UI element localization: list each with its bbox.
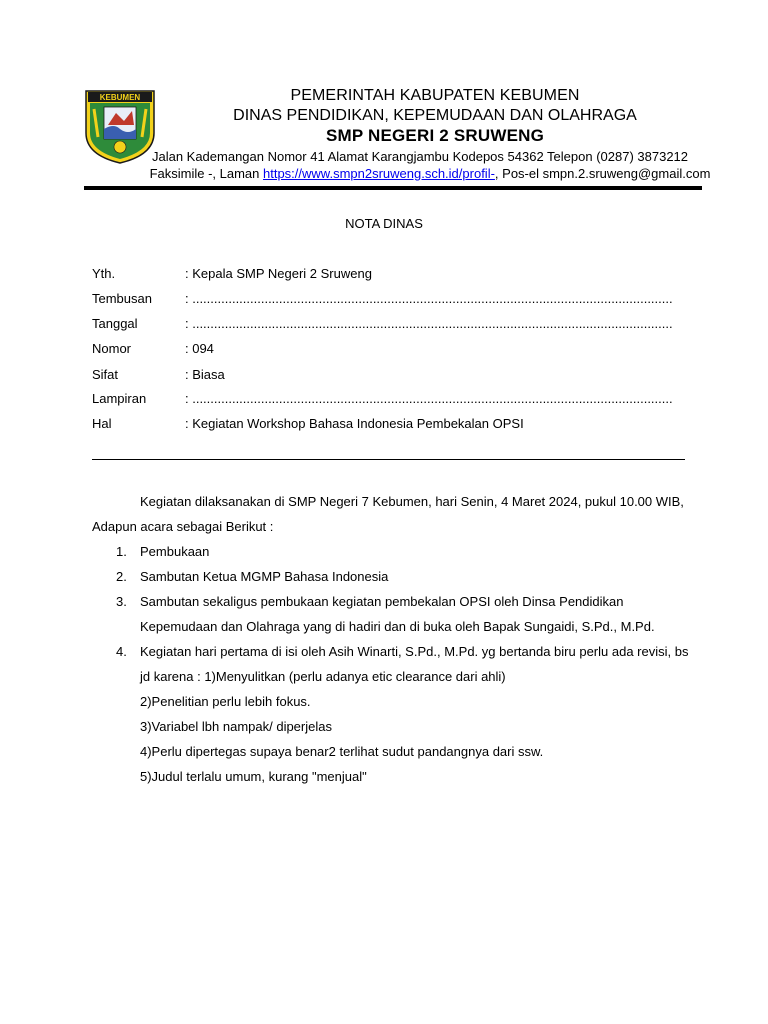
field-hal [92, 415, 692, 433]
list-number: 2. [116, 569, 127, 584]
field-sifat [92, 366, 692, 384]
list-item-continuation: jd karena : 1)Menyulitkan (perlu adanya etic clearance dari ahli) [140, 669, 506, 684]
revision-note: 5)Judul terlalu umum, kurang "menjual" [140, 769, 367, 784]
field-label: Tanggal [92, 316, 138, 331]
field-label: Hal [92, 416, 112, 431]
revision-note: 4)Perlu dipertegas supaya benar2 terlihat sudut pandangnya dari ssw. [140, 744, 544, 759]
list-item: Kegiatan hari pertama di isi oleh Asih Winarti, S.Pd., M.Pd. yg bertanda biru perlu ada revisi, bs [140, 644, 689, 659]
field-value: : Kegiatan Workshop Bahasa Indonesia Pembekalan OPSI [185, 416, 524, 431]
field-tembusan [92, 290, 692, 308]
list-item-continuation: Kepemudaan dan Olahraga yang di hadiri dan di buka oleh Bapak Sungaidi, S.Pd., M.Pd. [140, 619, 655, 634]
field-label: Nomor [92, 341, 132, 356]
fax-text: Faksimile -, Laman [149, 166, 263, 181]
field-value: : ..................................................................................................................................... [185, 291, 673, 306]
field-value: : ..................................................................................................................................... [185, 316, 673, 331]
header-divider [84, 186, 702, 190]
school-name: SMP NEGERI 2 SRUWENG [325, 126, 545, 145]
list-item: Sambutan sekaligus pembukaan kegiatan pembekalan OPSI oleh Dinsa Pendidikan [140, 594, 624, 609]
revision-note: 2)Penelitian perlu lebih fokus. [140, 694, 311, 709]
field-label: Sifat [92, 367, 119, 382]
field-lampiran [92, 390, 692, 408]
revision-note: 3)Variabel lbh nampak/ diperjelas [140, 719, 332, 734]
logo-text: KEBUMEN [99, 93, 141, 102]
government-name: PEMERINTAH KABUPATEN KEBUMEN [290, 87, 580, 104]
agenda-intro: Adapun acara sebagai Berikut : [92, 519, 274, 534]
school-address: Jalan Kademangan Nomor 41 Alamat Karangjambu Kodepos 54362 Telepon (0287) 3873212 [151, 149, 689, 164]
department-name: DINAS PENDIDIKAN, KEPEMUDAAN DAN OLAHRAGA [233, 107, 637, 124]
field-value: : Kepala SMP Negeri 2 Sruweng [185, 266, 372, 281]
website-link[interactable]: https://www.smpn2sruweng.sch.id/profil- [262, 166, 495, 181]
list-item: Sambutan Ketua MGMP Bahasa Indonesia [140, 569, 389, 584]
field-value: : Biasa [185, 367, 225, 382]
field-nomor [92, 340, 692, 358]
list-item: Pembukaan [140, 544, 210, 559]
field-yth [92, 265, 692, 283]
field-value: : 094 [185, 341, 214, 356]
intro-paragraph: Kegiatan dilaksanakan di SMP Negeri 7 Kebumen, hari Senin, 4 Maret 2024, pukul 10.00 WIB, [140, 494, 684, 509]
field-value: : ..................................................................................................................................... [185, 391, 673, 406]
field-label: Lampiran [92, 391, 147, 406]
document-title: NOTA DINAS [345, 216, 423, 231]
field-label: Tembusan [92, 291, 152, 306]
field-tanggal [92, 315, 692, 333]
field-label: Yth. [92, 266, 116, 281]
email-text: , Pos-el smpn.2.sruweng@gmail.com [494, 166, 711, 181]
list-number: 3. [116, 594, 127, 609]
contact-line [130, 166, 730, 181]
fields-divider [92, 459, 685, 460]
list-number: 4. [116, 644, 127, 659]
list-number: 1. [116, 544, 127, 559]
